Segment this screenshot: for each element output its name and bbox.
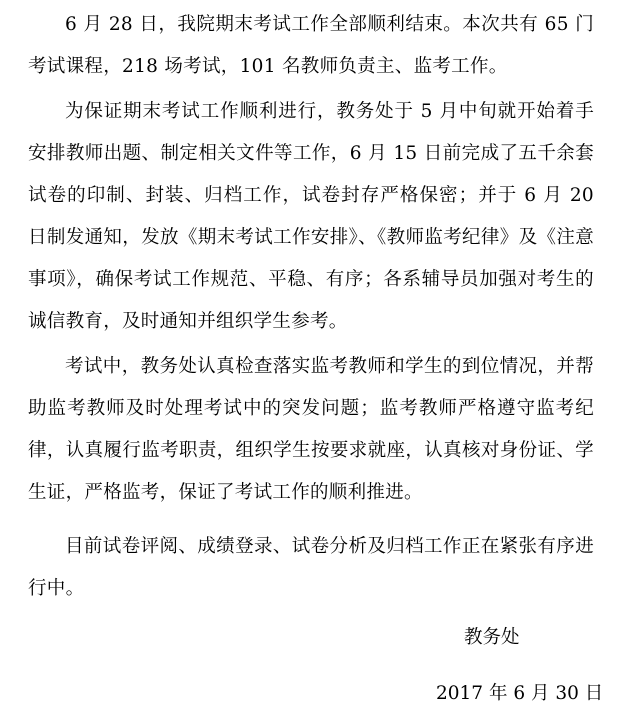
- paragraph-current-status: 目前试卷评阅、成绩登录、试卷分析及归档工作正在紧张有序进行中。: [28, 536, 594, 599]
- paragraph-exam-proctoring: 考试中，教务处认真检查落实监考教师和学生的到位情况，并帮助监考教师及时处理考试中的突发问题；监考教师严格遵守监考纪律，认真履行监考职责，组织学生按要求就座，认真核对身份证、学生证，严格监考，保证了考试工作的顺利推进。: [28, 356, 594, 503]
- signature-organization: 教务处: [464, 627, 520, 648]
- paragraph-preparation: 为保证期末考试工作顺利进行，教务处于 5 月中旬就开始着手安排教师出题、制定相关文件等工作，6 月 15 日前完成了五千余套试卷的印制、封装、归档工作，试卷封存严格保密；并于 6 月 20 日制发通知，发放《期末考试工作安排》、《教师监考纪律》及《注意事项》，确保考试工作规范、平稳、有序；各系辅导员加强对考生的诚信教育，及时通知并组织学生参考。: [28, 101, 594, 332]
- signature-date: 2017 年 6 月 30 日: [436, 683, 604, 704]
- paragraph-exam-summary: 6 月 28 日，我院期末考试工作全部顺利结束。本次共有 65 门考试课程，218 场考试，101 名教师负责主、监考工作。: [28, 14, 594, 77]
